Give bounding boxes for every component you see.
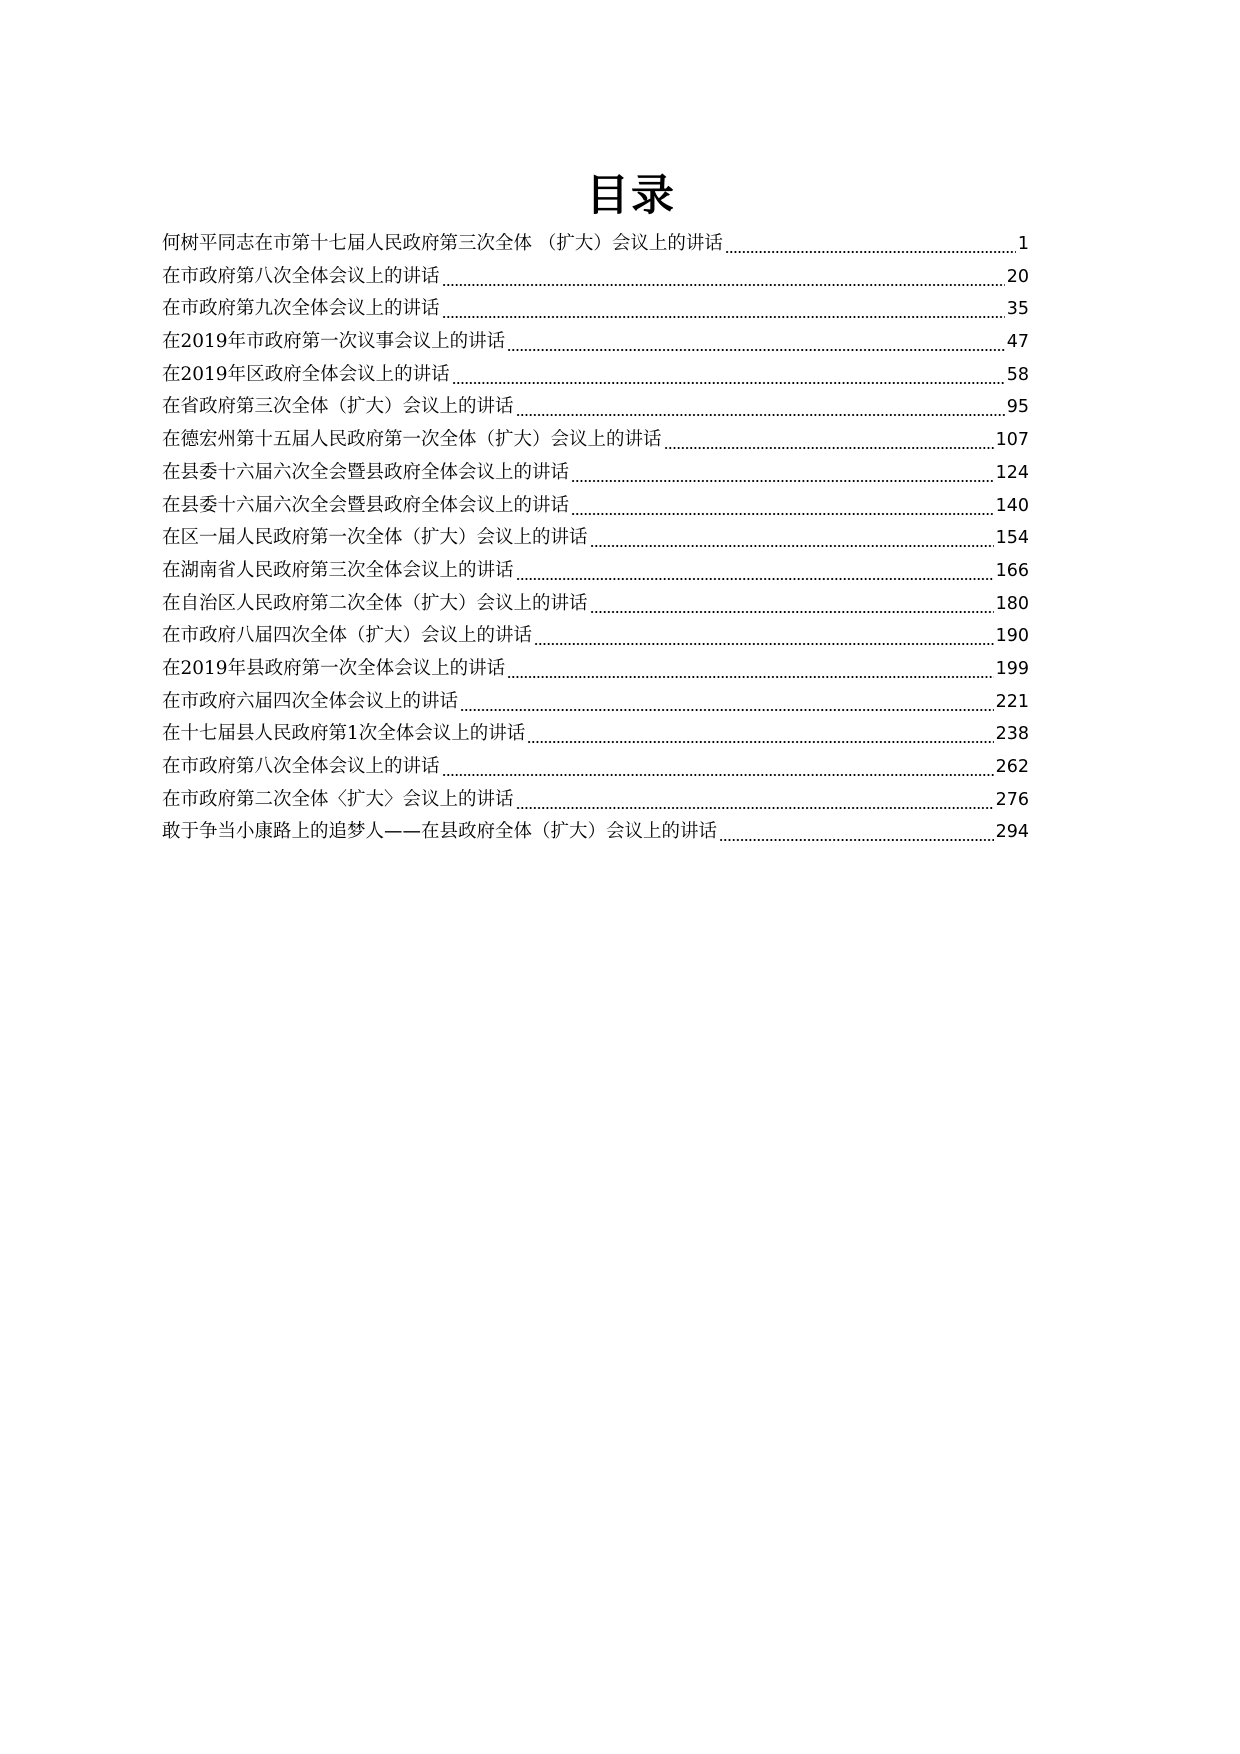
toc-entry[interactable]	[162, 555, 1029, 588]
toc-entry-page: 20	[1006, 266, 1029, 287]
toc-entry-title: 在湖南省人民政府第三次全体会议上的讲话	[162, 559, 514, 581]
toc-entry-title: 在自治区人民政府第二次全体（扩大）会议上的讲话	[162, 592, 588, 614]
toc-entry-title-main: 敢于争当小康路上的追梦人	[162, 821, 385, 843]
dot-leader	[507, 653, 994, 686]
toc-entry-page: 238	[995, 724, 1029, 745]
dot-leader	[571, 490, 994, 523]
toc-entry-title: 在县委十六届六次全会暨县政府全体会议上的讲话	[162, 494, 570, 516]
toc-entry-page: 180	[995, 593, 1029, 614]
toc-entry-page: 154	[995, 528, 1029, 549]
page-title: 目录	[586, 171, 676, 221]
dot-leader	[452, 359, 1005, 392]
toc-entry[interactable]	[162, 686, 1029, 719]
toc-entry-page: 190	[995, 626, 1029, 647]
toc-entry[interactable]	[162, 620, 1029, 653]
toc-entry-page: 1	[1017, 234, 1029, 254]
dot-leader	[442, 751, 994, 784]
dot-leader	[516, 784, 994, 817]
toc-entry-title	[162, 816, 717, 849]
toc-entry[interactable]	[162, 522, 1029, 555]
toc-list	[162, 228, 1029, 849]
toc-entry-title: 在市政府八届四次全体（扩大）会议上的讲话	[162, 625, 533, 647]
dot-leader	[719, 816, 994, 849]
toc-entry[interactable]	[162, 751, 1029, 784]
dot-leader	[460, 686, 994, 719]
toc-entry-page: 35	[1006, 299, 1029, 320]
toc-entry-title-subtitle: ——在县政府全体（扩大）会议上的讲话	[384, 821, 718, 843]
toc-entry-title: 在德宏州第十五届人民政府第一次全体（扩大）会议上的讲话	[162, 429, 662, 451]
dot-leader	[725, 228, 1016, 261]
toc-entry-page: 262	[995, 757, 1029, 777]
dot-leader	[507, 326, 1005, 359]
toc-entry-page: 107	[995, 430, 1029, 451]
toc-entry-title: 何树平同志在市第十七届人民政府第三次全体 （扩大）会议上的讲话	[162, 233, 723, 254]
toc-entry-title: 在2019年市政府第一次议事会议上的讲话	[162, 331, 506, 353]
toc-entry-title: 在市政府六届四次全体会议上的讲话	[162, 690, 459, 712]
toc-entry-title: 在2019年区政府全体会议上的讲话	[162, 363, 450, 385]
toc-entry-page: 221	[995, 691, 1029, 712]
toc-entry[interactable]	[162, 718, 1029, 751]
toc-entry[interactable]	[162, 228, 1029, 261]
toc-entry-title: 在市政府第二次全体〈扩大〉会议上的讲话	[162, 788, 514, 810]
toc-entry-title: 在区一届人民政府第一次全体（扩大）会议上的讲话	[162, 527, 588, 549]
toc-entry-page: 47	[1006, 332, 1029, 353]
toc-entry[interactable]	[162, 424, 1029, 457]
toc-entry[interactable]	[162, 816, 1029, 849]
toc-entry-page: 140	[995, 495, 1029, 516]
dot-leader	[516, 555, 994, 588]
toc-entry[interactable]	[162, 784, 1029, 817]
toc-entry-page: 124	[995, 462, 1029, 483]
toc-entry-page: 294	[995, 822, 1029, 843]
toc-entry[interactable]	[162, 588, 1029, 621]
toc-entry-title: 在市政府第八次全体会议上的讲话	[162, 756, 440, 777]
toc-entry[interactable]	[162, 261, 1029, 294]
toc-entry-title: 在十七届县人民政府第1次全体会议上的讲话	[162, 723, 526, 745]
toc-entry[interactable]	[162, 653, 1029, 686]
toc-entry-title: 在县委十六届六次全会暨县政府全体会议上的讲话	[162, 461, 570, 483]
toc-entry-page: 166	[995, 560, 1029, 581]
toc-entry[interactable]	[162, 326, 1029, 359]
toc-entry[interactable]	[162, 490, 1029, 523]
dot-leader	[590, 522, 994, 555]
dot-leader	[527, 718, 993, 751]
dot-leader	[571, 457, 994, 490]
toc-entry-page: 199	[995, 658, 1029, 679]
toc-entry-page: 276	[995, 789, 1029, 810]
toc-entry-page: 58	[1006, 364, 1029, 385]
dot-leader	[516, 391, 1005, 424]
toc-entry[interactable]	[162, 293, 1029, 326]
toc-entry-title: 在市政府第八次全体会议上的讲话	[162, 265, 440, 287]
toc-entry-title: 在市政府第九次全体会议上的讲话	[162, 298, 440, 320]
toc-entry[interactable]	[162, 391, 1029, 424]
dot-leader	[590, 588, 994, 621]
dot-leader	[442, 293, 1005, 326]
toc-entry[interactable]	[162, 457, 1029, 490]
toc-entry-page: 95	[1006, 397, 1029, 418]
dot-leader	[442, 261, 1005, 294]
toc-entry-title: 在省政府第三次全体（扩大）会议上的讲话	[162, 396, 514, 418]
dot-leader	[534, 620, 994, 653]
toc-entry-title: 在2019年县政府第一次全体会议上的讲话	[162, 657, 506, 679]
toc-entry[interactable]	[162, 359, 1029, 392]
dot-leader	[664, 424, 994, 457]
